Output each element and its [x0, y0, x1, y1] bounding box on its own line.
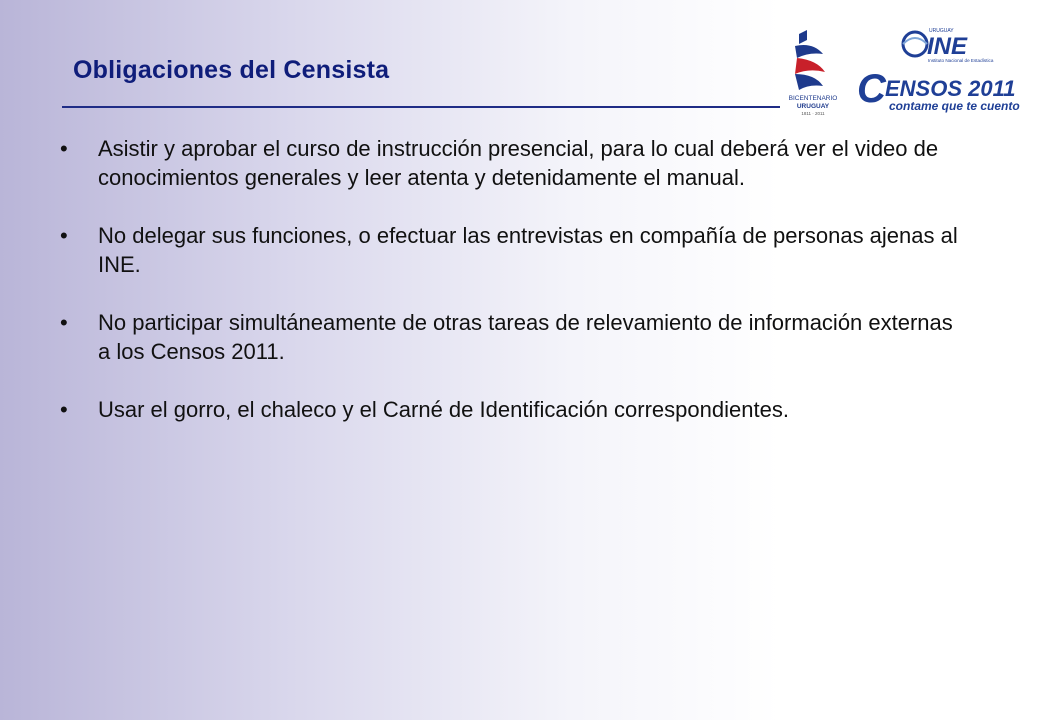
bullet-list — [60, 134, 960, 453]
bullet-dot-icon: • — [60, 310, 68, 335]
censos-initial: C — [857, 67, 886, 111]
bullet-dot-icon: • — [60, 223, 68, 248]
bicentenario-line1: BICENTENARIO — [788, 95, 838, 102]
bullet-dot-icon: • — [60, 397, 68, 422]
bullet-item — [60, 221, 960, 279]
ine-censos-logo — [855, 24, 1030, 119]
title-divider — [62, 106, 780, 108]
bullet-text: No participar simultáneamente de otras tareas de relevamiento de información externas a los Censos 2011. — [98, 310, 953, 364]
slide-title: Obligaciones del Censista — [73, 56, 390, 84]
bullet-text: Usar el gorro, el chaleco y el Carné de Identificación correspondientes. — [98, 397, 789, 422]
bicentenario-logo — [783, 28, 843, 123]
bullet-item — [60, 395, 960, 424]
bicentenario-line3: 1811 · 2011 — [801, 111, 825, 116]
censos-tagline: contame que te cuento — [889, 99, 1020, 113]
bullet-dot-icon: • — [60, 136, 68, 161]
ine-globe-icon — [903, 32, 927, 56]
bicentenario-line2: URUGUAY — [796, 103, 830, 110]
bullet-text: No delegar sus funciones, o efectuar las entrevistas en compañía de personas ajenas al INE. — [98, 223, 958, 277]
ine-top-small: URUGUAY — [929, 28, 954, 34]
bullet-text: Asistir y aprobar el curso de instrucción presencial, para lo cual deberá ver el video de conocimientos generales y leer atenta y detenidamente el manual. — [98, 136, 939, 190]
bullet-item — [60, 308, 960, 366]
ine-name: INE — [927, 33, 968, 60]
ine-subtitle: Instituto Nacional de Estadística — [928, 58, 994, 63]
bullet-item — [60, 134, 960, 192]
bicentenario-emblem-icon — [795, 30, 825, 90]
censos-rest: ENSOS 2011 — [885, 76, 1016, 101]
